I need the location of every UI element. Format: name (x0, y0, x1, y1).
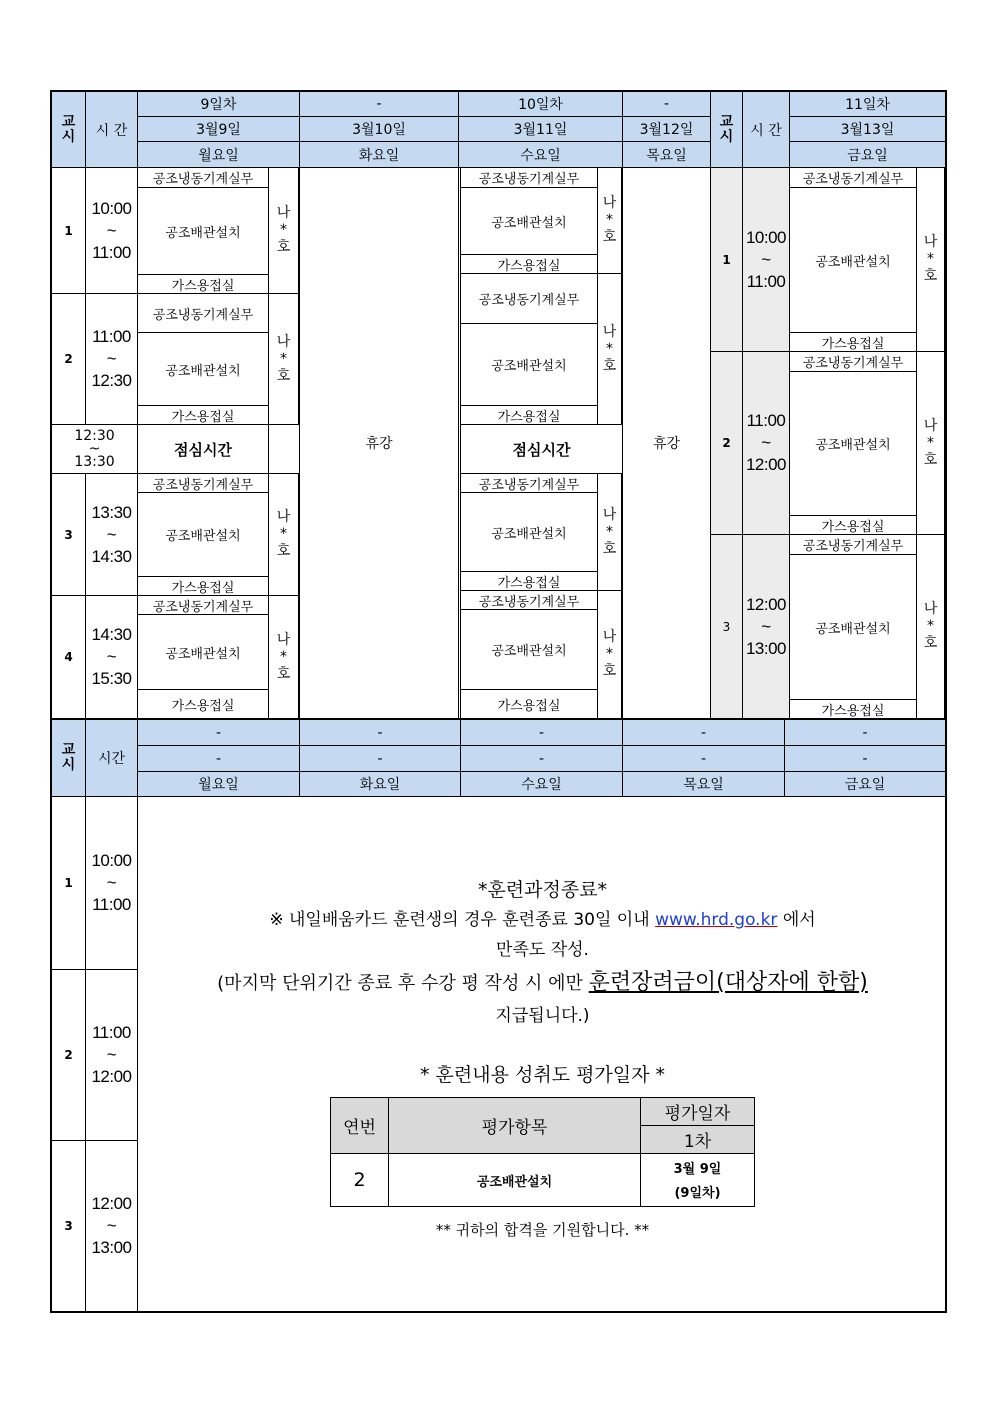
bottom-dash-b-0: - (137, 745, 300, 772)
eval-col-round: 1차 (640, 1125, 755, 1154)
mon-p2-course-top: 공조냉동기계실무 (137, 293, 269, 333)
notice-line-2: 만족도 작성. (496, 940, 589, 960)
mon-p4-instructor: 나 * 호 (268, 595, 299, 719)
mon-p3-instructor: 나 * 호 (268, 473, 299, 596)
day-no-wed: 10일차 (458, 91, 623, 117)
mon-p4-course-top: 공조냉동기계실무 (137, 595, 269, 615)
right-period-2: 2 (710, 351, 743, 535)
period-4: 4 (51, 595, 86, 719)
mon-p3-course-main: 공조배관설치 (137, 492, 269, 577)
wed-p3-course-bottom: 가스용접실 (460, 571, 598, 591)
lunch-time: 12:30 ~ 13:30 (51, 424, 138, 474)
eval-col-date: 평가일자 (640, 1097, 755, 1126)
bottom-weekday-3: 목요일 (622, 771, 785, 797)
weekday-tue: 화요일 (299, 141, 459, 168)
bottom-weekday-2: 수요일 (460, 771, 623, 797)
hrd-link[interactable]: www.hrd.go.kr (655, 910, 778, 930)
bottom-time-2: 11:00 ~ 12:00 (85, 969, 138, 1141)
time-header-right: 시 간 (742, 91, 790, 168)
eval-row-item: 공조배관설치 (388, 1153, 641, 1207)
wed-lunch: 점심시간 (460, 424, 623, 474)
day-no-fri: 11일차 (789, 91, 946, 117)
weekday-thu: 목요일 (622, 141, 711, 168)
mon-p3-course-top: 공조냉동기계실무 (137, 473, 269, 493)
time-3: 13:30 ~ 14:30 (85, 473, 138, 596)
eval-row-date: 3월 9일 (673, 1162, 722, 1177)
date-mon: 3월9일 (137, 116, 300, 142)
wed-p2-course-main: 공조배관설치 (460, 323, 598, 406)
bottom-dash-a-2: - (460, 719, 623, 746)
date-fri: 3월13일 (789, 116, 946, 142)
bottom-period-2: 2 (51, 969, 86, 1141)
notice-line-4: 지급됩니다.) (495, 1006, 590, 1026)
fri-p3-course-main: 공조배관설치 (789, 554, 917, 700)
bottom-dash-b-4: - (784, 745, 946, 772)
period-header: 교 시 (51, 91, 86, 168)
holiday-thu: 휴강 (622, 167, 711, 719)
notice-emphasis: 훈련장려금이(대상자에 한함) (588, 970, 868, 995)
bottom-dash-a-3: - (622, 719, 785, 746)
notice-panel (137, 796, 946, 1312)
date-wed: 3월11일 (458, 116, 623, 142)
wed-p1-course-top: 공조냉동기계실무 (460, 167, 598, 188)
mon-p2-course-main: 공조배관설치 (137, 332, 269, 406)
holiday-tue: 휴강 (299, 167, 459, 719)
wed-p4-instructor: 나 * 호 (597, 590, 622, 719)
bottom-period-header: 교 시 (51, 719, 86, 797)
wed-p4-course-main: 공조배관설치 (460, 609, 598, 690)
bottom-weekday-1: 화요일 (299, 771, 461, 797)
fri-p3-course-top: 공조냉동기계실무 (789, 534, 917, 555)
fri-p2-course-main: 공조배관설치 (789, 371, 917, 516)
right-period-1: 1 (710, 167, 743, 352)
right-time-2: 11:00 ~ 12:00 (742, 351, 790, 535)
mon-p3-course-bottom: 가스용접실 (137, 576, 269, 596)
day-no-thu: - (622, 91, 711, 117)
eval-title: * 훈련내용 성취도 평가일자 * (419, 1064, 666, 1086)
period-3: 3 (51, 473, 86, 596)
bottom-dash-b-3: - (622, 745, 785, 772)
wed-p3-instructor: 나 * 호 (597, 473, 622, 591)
right-time-1: 10:00 ~ 11:00 (742, 167, 790, 352)
bottom-dash-a-1: - (299, 719, 461, 746)
wed-p4-course-top: 공조냉동기계실무 (460, 590, 598, 610)
bottom-time-header: 시간 (85, 719, 138, 797)
bottom-dash-b-1: - (299, 745, 461, 772)
notice-line-3-prefix: (마지막 단위기간 종료 후 수강 평 작성 시 에만 (217, 973, 589, 994)
time-2: 11:00 ~ 12:30 (85, 293, 138, 425)
fri-p2-course-bottom: 가스용접실 (789, 515, 917, 535)
date-thu: 3월12일 (622, 116, 711, 142)
fri-p3-course-bottom: 가스용접실 (789, 699, 917, 719)
notice-line-1 (138, 905, 947, 930)
notice-line-1-prefix: ※ 내일배움카드 훈련생의 경우 훈련종료 30일 이내 (269, 910, 656, 930)
fri-p3-instructor: 나 * 호 (916, 534, 945, 719)
bottom-period-3: 3 (51, 1140, 86, 1312)
mon-lunch-blank (268, 424, 300, 474)
mon-p1-course-top: 공조냉동기계실무 (137, 167, 269, 188)
notice-line-1-suffix: 에서 (777, 910, 816, 930)
period-2: 2 (51, 293, 86, 425)
day-no-mon: 9일차 (137, 91, 300, 117)
right-period-3: 3 (710, 534, 743, 719)
mon-p2-instructor: 나 * 호 (268, 293, 299, 425)
bottom-weekday-4: 금요일 (784, 771, 946, 797)
mon-lunch: 점심시간 (137, 424, 269, 474)
eval-row-no: 2 (330, 1153, 389, 1207)
eval-row-day: (9일차) (674, 1186, 721, 1201)
eval-col-item: 평가항목 (388, 1097, 641, 1154)
date-tue: 3월10일 (299, 116, 459, 142)
eval-col-no: 연번 (330, 1097, 389, 1154)
wed-p1-course-main: 공조배관설치 (460, 187, 598, 255)
fri-p2-instructor: 나 * 호 (916, 351, 945, 535)
eval-row-date-cell (640, 1153, 755, 1207)
time-1: 10:00 ~ 11:00 (85, 167, 138, 294)
fri-p1-course-main: 공조배관설치 (789, 187, 917, 333)
period-1: 1 (51, 167, 86, 294)
fri-p2-course-top: 공조냉동기계실무 (789, 351, 917, 372)
wed-p3-course-top: 공조냉동기계실무 (460, 473, 598, 493)
bottom-dash-b-2: - (460, 745, 623, 772)
wed-p3-course-main: 공조배관설치 (460, 492, 598, 572)
bottom-period-1: 1 (51, 796, 86, 970)
mon-p1-course-main: 공조배관설치 (137, 187, 269, 275)
mon-p1-course-bottom: 가스용접실 (137, 274, 269, 294)
wed-p1-instructor: 나 * 호 (597, 167, 622, 274)
bottom-time-3: 12:00 ~ 13:00 (85, 1140, 138, 1312)
mon-p4-course-bottom: 가스용접실 (137, 689, 269, 719)
bottom-time-1: 10:00 ~ 11:00 (85, 796, 138, 970)
weekday-wed: 수요일 (458, 141, 623, 168)
notice-line-3 (138, 965, 947, 996)
bottom-weekday-0: 월요일 (137, 771, 300, 797)
wed-p1-course-bottom: 가스용접실 (460, 254, 598, 274)
weekday-fri: 금요일 (789, 141, 946, 168)
mon-p1-instructor: 나 * 호 (268, 167, 299, 294)
day-no-tue: - (299, 91, 459, 117)
weekday-mon: 월요일 (137, 141, 300, 168)
wed-p2-course-bottom: 가스용접실 (460, 405, 598, 425)
wed-p4-course-bottom: 가스용접실 (460, 689, 598, 719)
wed-p2-instructor: 나 * 호 (597, 273, 622, 425)
mon-p2-course-bottom: 가스용접실 (137, 405, 269, 425)
closing-text: ** 귀하의 합격을 기원합니다. ** (435, 1221, 650, 1239)
fri-p1-instructor: 나 * 호 (916, 167, 945, 352)
right-time-3: 12:00 ~ 13:00 (742, 534, 790, 719)
period-header-right: 교 시 (710, 91, 743, 168)
time-header: 시 간 (85, 91, 138, 168)
bottom-dash-a-0: - (137, 719, 300, 746)
notice-title: *훈련과정종료* (477, 879, 608, 901)
bottom-dash-a-4: - (784, 719, 946, 746)
wed-p2-course-top: 공조냉동기계실무 (460, 273, 598, 324)
time-4: 14:30 ~ 15:30 (85, 595, 138, 719)
fri-p1-course-bottom: 가스용접실 (789, 332, 917, 352)
fri-p1-course-top: 공조냉동기계실무 (789, 167, 917, 188)
mon-p4-course-main: 공조배관설치 (137, 614, 269, 690)
